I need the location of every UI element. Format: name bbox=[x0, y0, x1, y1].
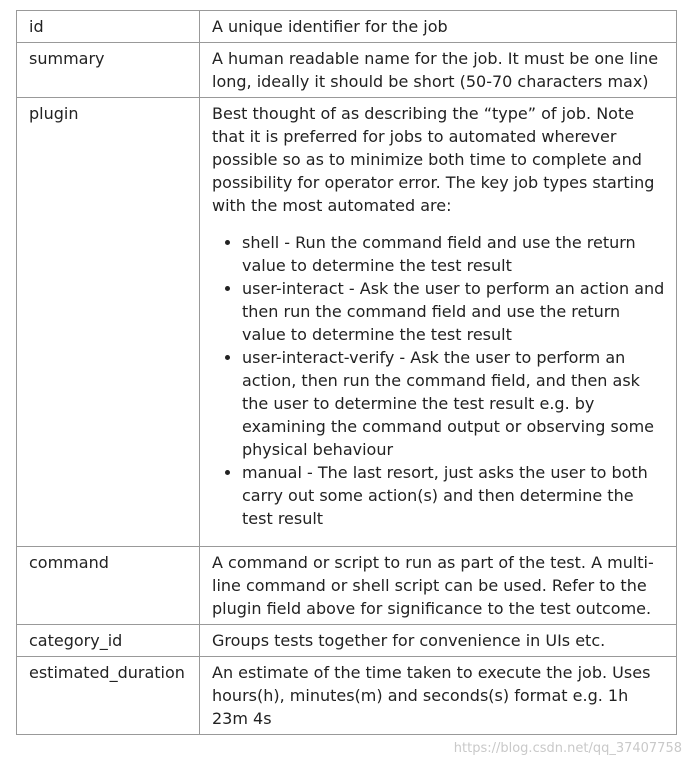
field-name: plugin bbox=[17, 98, 200, 547]
table-row bbox=[17, 11, 677, 43]
field-description: A human readable name for the job. It must be one line long, ideally it should be short (50-70 characters max) bbox=[200, 43, 677, 98]
list-item: • shell - Run the command field and use the return value to determine the test result bbox=[242, 231, 666, 277]
field-description: An estimate of the time taken to execute the job. Uses hours(h), minutes(m) and seconds(s) format e.g. 1h 23m 4s bbox=[200, 657, 677, 735]
table-row bbox=[17, 98, 677, 547]
table-row bbox=[17, 43, 677, 98]
field-description: Groups tests together for convenience in UIs etc. bbox=[200, 625, 677, 657]
job-type-list bbox=[212, 231, 666, 530]
field-description-cell bbox=[200, 98, 677, 547]
table-row bbox=[17, 547, 677, 625]
field-description: A command or script to run as part of the test. A multi-line command or shell script can be used. Refer to the plugin field above for significance to the test outcome. bbox=[200, 547, 677, 625]
field-definition-table bbox=[16, 10, 677, 735]
field-name: id bbox=[17, 11, 200, 43]
field-description: A unique identifier for the job bbox=[200, 11, 677, 43]
list-item: • user-interact-verify - Ask the user to perform an action, then run the command field, and then ask the user to determine the test result e.g. by examining the command output or observing some physical behaviour bbox=[242, 346, 666, 461]
list-item: • manual - The last resort, just asks the user to both carry out some action(s) and then determine the test result bbox=[242, 461, 666, 530]
field-name: estimated_duration bbox=[17, 657, 200, 735]
table-row bbox=[17, 625, 677, 657]
field-name: command bbox=[17, 547, 200, 625]
table-row bbox=[17, 657, 677, 735]
field-name: category_id bbox=[17, 625, 200, 657]
list-item: • user-interact - Ask the user to perform an action and then run the command field and use the return value to determine the test result bbox=[242, 277, 666, 346]
field-description: Best thought of as describing the “type” of job. Note that it is preferred for jobs to automated wherever possible so as to minimize both time to complete and possibility for operator error. The key job types starting with the most automated are: bbox=[212, 104, 655, 215]
watermark: https://blog.csdn.net/qq_37407758 bbox=[453, 741, 682, 756]
field-name: summary bbox=[17, 43, 200, 98]
